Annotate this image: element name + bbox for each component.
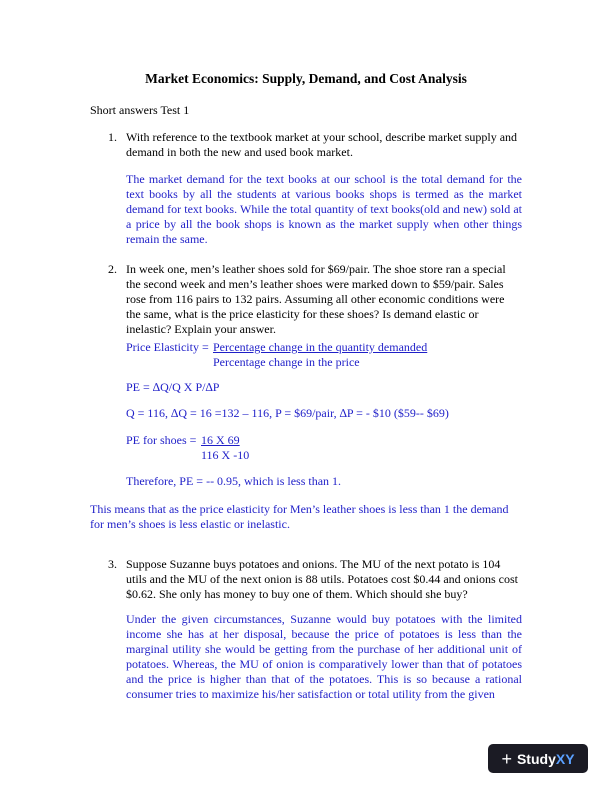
question-1-number: 1.	[108, 130, 117, 144]
pe-conclusion: Therefore, PE = -- 0.95, which is less than 1.	[126, 474, 342, 488]
studyxy-logo	[488, 744, 588, 773]
question-2-line: the second week and men’s leather shoes were marked down to $59/pair. Sales	[126, 277, 504, 291]
question-2-line: the same, what is the price elasticity for these shoes? Is demand elastic or	[126, 307, 479, 321]
question-3-text	[126, 557, 526, 602]
pe-shoes-label: PE for shoes =	[126, 433, 197, 447]
price-elasticity-label: Price Elasticity =	[126, 340, 209, 354]
question-2-line: rose from 116 pairs to 132 pairs. Assuming all other economic conditions were	[126, 292, 505, 306]
question-2-line: In week one, men’s leather shoes sold for $69/pair. The shoe store ran a special	[126, 262, 506, 276]
logo-text-accent: XY	[555, 750, 575, 767]
pe-formula: PE = ∆Q/Q X P/∆P	[126, 380, 220, 394]
subheading: Short answers Test 1	[90, 103, 190, 117]
question-3-line: utils and the MU of the next onion is 88 utils. Potatoes cost $0.44 and onions cost	[126, 572, 518, 586]
document-title: Market Economics: Supply, Demand, and Cost Analysis	[145, 71, 467, 86]
pe-shoes-numerator: 16 X 69	[201, 433, 240, 447]
question-3-number: 3.	[108, 557, 117, 571]
price-elasticity-numerator: Percentage change in the quantity demanded	[213, 340, 428, 354]
question-2-text	[126, 262, 526, 337]
question-1-line: With reference to the textbook market at your school, describe market supply and	[126, 130, 518, 144]
question-1-text	[126, 130, 526, 160]
answer-1: The market demand for the text books at our school is the total demand for the text books by all the students at various books shops is termed as the market demand for text books. While the total quantity of text books(old and new) sold at a price by all the book shops is known as the market supply when other things remain the same.	[126, 172, 522, 246]
price-elasticity-denominator: Percentage change in the price	[213, 355, 360, 369]
pe-values: Q = 116, ∆Q = 16 =132 – 116, P = $69/pair, ∆P = - $10 ($59-- $69)	[126, 406, 449, 420]
answer-3: Under the given circumstances, Suzanne would buy potatoes with the limited income she has at her disposal, because the price of potatoes is less than the marginal utility she would be getting from the purchase of her additional unit of potatoes. Whereas, the MU of onion is comparatively lower than that of potatoes and the price is higher than that of the potatoes. This is so because a rational consumer tries to maximize his/her satisfaction or total utility from the given	[126, 612, 522, 701]
question-3-line: $0.62. She only has money to buy one of them. Which should she buy?	[126, 587, 468, 601]
question-2-number: 2.	[108, 262, 117, 276]
elasticity-note: This means that as the price elasticity for Men’s leather shoes is less than 1 the demand for men’s shoes is less elastic or inelastic.	[90, 502, 509, 531]
question-2-line: inelastic? Explain your answer.	[126, 322, 276, 336]
pe-shoes-denominator: 116 X -10	[201, 448, 250, 462]
question-1-line: demand in both the new and used book market.	[126, 145, 353, 159]
logo-text-main: Study	[516, 750, 556, 767]
question-3-line: Suppose Suzanne buys potatoes and onions. The MU of the next potato is 104	[126, 557, 501, 571]
plus-icon: +	[501, 748, 512, 769]
